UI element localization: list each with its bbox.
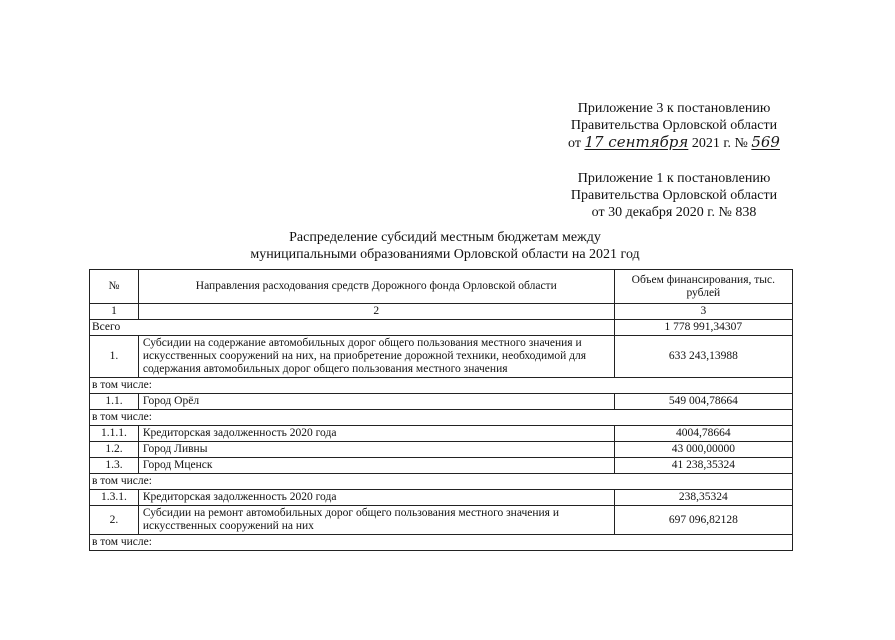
row-description: Город Ливны [138, 442, 614, 458]
subsidy-table [89, 269, 793, 551]
handwritten-number: 569 [751, 133, 780, 151]
subheading-label: в том числе: [90, 474, 793, 490]
appendix3-year: 2021 г. № [691, 136, 748, 151]
row-amount: 238,35324 [614, 490, 792, 506]
table-row [90, 490, 793, 506]
row-description: Субсидии на содержание автомобильных дорог общего пользования местного значения и искусственных сооружений на них, на приобретение дорожной техники, необходимой для содержания автомобильных дорог общего пользования местного значения [138, 336, 614, 378]
colnum-1: 1 [90, 304, 139, 320]
row-description: Город Мценск [138, 458, 614, 474]
table-row [90, 442, 793, 458]
table-row [90, 458, 793, 474]
total-row [90, 320, 793, 336]
appendix1-line1: Приложение 1 к постановлению [577, 171, 771, 186]
column-numbers-row [90, 304, 793, 320]
appendix3-header [544, 100, 804, 152]
row-description: Город Орёл [138, 394, 614, 410]
colnum-2: 2 [138, 304, 614, 320]
document-title [190, 229, 700, 263]
title-line1: Распределение субсидий местным бюджетам между [289, 230, 601, 245]
row-number: 1.1. [90, 394, 139, 410]
row-amount: 697 096,82128 [614, 506, 792, 535]
row-number: 1.1.1. [90, 426, 139, 442]
subheading-row [90, 378, 793, 394]
handwritten-date: 17 сентября [584, 133, 689, 151]
table-row [90, 506, 793, 535]
appendix3-line1: Приложение 3 к постановлению [577, 101, 771, 116]
row-amount: 549 004,78664 [614, 394, 792, 410]
row-amount: 4004,78664 [614, 426, 792, 442]
row-number: 1.2. [90, 442, 139, 458]
appendix1-header [544, 170, 804, 221]
header-direction: Направления расходования средств Дорожного фонда Орловской области [138, 270, 614, 304]
row-number: 1.3.1. [90, 490, 139, 506]
subheading-label: в том числе: [90, 378, 793, 394]
appendix1-line3: от 30 декабря 2020 г. № 838 [591, 205, 757, 220]
table-row [90, 426, 793, 442]
title-line2: муниципальными образованиями Орловской области на 2021 год [250, 247, 640, 262]
appendix3-line2: Правительства Орловской области [570, 118, 778, 133]
table-row [90, 394, 793, 410]
total-label: Всего [90, 320, 615, 336]
header-amount: Объем финансирования, тыс. рублей [614, 270, 792, 304]
row-amount: 43 000,00000 [614, 442, 792, 458]
subheading-row [90, 474, 793, 490]
row-number: 1. [90, 336, 139, 378]
row-description: Кредиторская задолженность 2020 года [138, 426, 614, 442]
appendix3-prefix: от [568, 136, 581, 151]
subheading-label: в том числе: [90, 410, 793, 426]
colnum-3: 3 [614, 304, 792, 320]
row-amount: 633 243,13988 [614, 336, 792, 378]
header-number: № [90, 270, 139, 304]
row-number: 1.3. [90, 458, 139, 474]
subheading-label: в том числе: [90, 535, 793, 551]
subheading-row [90, 410, 793, 426]
appendix3-line3 [544, 134, 804, 152]
table-header-row [90, 270, 793, 304]
table-row [90, 336, 793, 378]
row-amount: 41 238,35324 [614, 458, 792, 474]
appendix1-line2: Правительства Орловской области [570, 188, 778, 203]
total-value: 1 778 991,34307 [614, 320, 792, 336]
row-number: 2. [90, 506, 139, 535]
row-description: Кредиторская задолженность 2020 года [138, 490, 614, 506]
subheading-row [90, 535, 793, 551]
row-description: Субсидии на ремонт автомобильных дорог общего пользования местного значения и искусственных сооружений на них [138, 506, 614, 535]
